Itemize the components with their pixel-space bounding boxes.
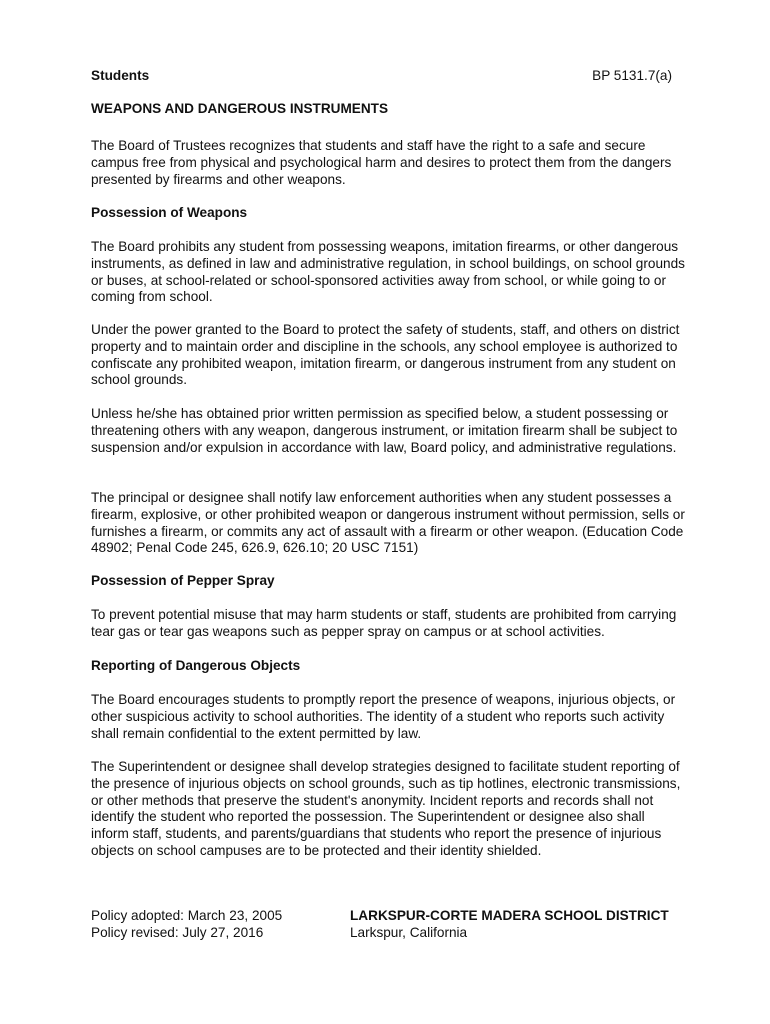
- policy-code: BP 5131.7(a): [592, 68, 672, 83]
- policy-revised-date: Policy revised: July 27, 2016: [91, 924, 264, 940]
- policy-document: [91, 0, 685, 1024]
- document-title: WEAPONS AND DANGEROUS INSTRUMENTS: [91, 101, 389, 116]
- pepper-spray-paragraph: To prevent potential misuse that may harm students or staff, students are prohibited from carrying tear gas or tear gas weapons such as pepper spray on campus or at school activities.: [91, 607, 677, 639]
- section-heading-reporting: Reporting of Dangerous Objects: [91, 658, 301, 673]
- reporting-paragraph-1: The Board encourages students to promptly report the presence of weapons, injurious objects, or other suspicious activity to school authorities. The identity of a student who reports such activity shall remain confidential to the extent permitted by law.: [91, 692, 676, 741]
- intro-paragraph: The Board of Trustees recognizes that students and staff have the right to a safe and secure campus free from physical and psychological harm and desires to protect them from the dangers presented by firearms and other weapons.: [91, 138, 672, 187]
- reporting-paragraph-2: The Superintendent or designee shall develop strategies designed to facilitate student reporting of the presence of injurious objects on school grounds, such as tip hotlines, electronic transmissions, or other methods that preserve the student's anonymity. Incident reports and records shall not identify the student who reported the possession. The Superintendent or designee also shall inform staff, students, and parents/guardians that students who report the presence of injurious objects on school campuses are to be protected and their identity shielded.: [91, 759, 681, 858]
- section-heading-pepper-spray: Possession of Pepper Spray: [91, 573, 275, 588]
- district-name: LARKSPUR-CORTE MADERA SCHOOL DISTRICT: [350, 908, 669, 923]
- possession-weapons-paragraph-2: Under the power granted to the Board to protect the safety of students, staff, and others on district property and to maintain order and discipline in the schools, any school employee is authorized to confiscate any prohibited weapon, imitation firearm, or dangerous instrument from any student on school grounds.: [91, 322, 680, 388]
- possession-weapons-paragraph-1: The Board prohibits any student from possessing weapons, imitation firearms, or other dangerous instruments, as defined in law and administrative regulation, in school buildings, on school grounds or buses, at school-related or school-sponsored activities away from school, or while going to or coming from school.: [91, 239, 685, 305]
- policy-adopted-date: Policy adopted: March 23, 2005: [91, 908, 283, 923]
- policy-category: Students: [91, 68, 150, 83]
- possession-weapons-paragraph-4: The principal or designee shall notify law enforcement authorities when any student possesses a firearm, explosive, or other prohibited weapon or dangerous instrument without permission, sells or furnishes a firearm, or commits any act of assault with a firearm or other weapon. (Education Code 48902; Penal Code 245, 626.9, 626.10; 20 USC 7151): [91, 490, 685, 556]
- policy-dates: [91, 908, 331, 942]
- district-info: [350, 908, 690, 942]
- possession-weapons-paragraph-3: Unless he/she has obtained prior written permission as specified below, a student possessing or threatening others with any weapon, dangerous instrument, or imitation firearm shall be subject to suspension and/or expulsion in accordance with law, Board policy, and administrative regulations.: [91, 406, 678, 455]
- document-header: [91, 68, 672, 85]
- district-location: Larkspur, California: [350, 924, 468, 940]
- section-heading-possession-weapons: Possession of Weapons: [91, 205, 248, 220]
